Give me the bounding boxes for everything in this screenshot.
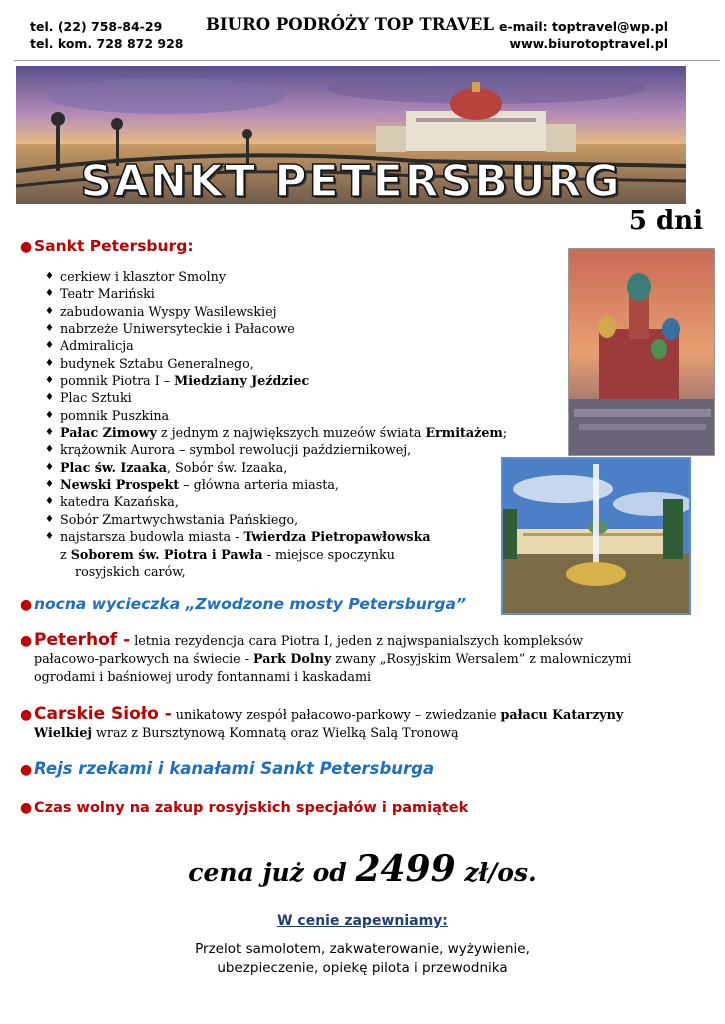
church-photo xyxy=(568,248,715,456)
diamond-icon: ♦ xyxy=(45,461,54,473)
diamond-icon: ♦ xyxy=(45,392,54,404)
list-item: ♦ najstarsza budowla miasta - Twierdza Pietropawłowska xyxy=(45,529,431,545)
list-item: ♦ Plac św. Izaaka, Sobór św. Izaaka, xyxy=(45,459,288,475)
website[interactable]: www.biurotoptravel.pl xyxy=(509,36,668,51)
section-title: Czas wolny na zakup rosyjskich specjałów i pamiątek xyxy=(34,800,469,816)
header-divider xyxy=(14,60,720,61)
diamond-icon: ♦ xyxy=(45,496,54,508)
agency-name: BIURO PODRÓŻY TOP TRAVEL xyxy=(205,15,494,34)
list-item: ♦ katedra Kazańska, xyxy=(45,494,179,510)
bullet-icon: ● xyxy=(20,239,33,255)
list-item-continued: rosyjskich carów, xyxy=(75,563,186,579)
diamond-icon: ♦ xyxy=(45,427,54,439)
list-item-continued: z Soborem św. Piotra i Pawła - miejsce spoczynku xyxy=(60,546,395,562)
diamond-icon: ♦ xyxy=(45,357,54,369)
includes-text: Przelot samolotem, zakwaterowanie, wyżywienie, ubezpieczenie, opiekę pilota i przewodnika xyxy=(195,941,530,976)
diamond-icon: ♦ xyxy=(45,409,54,421)
mobile-phone: tel. kom. 728 872 928 xyxy=(30,36,184,51)
section-lead: Peterhof - xyxy=(34,630,131,650)
list-item: ♦ krążownik Aurora – symbol rewolucji październikowej, xyxy=(45,442,412,458)
list-item: ♦ zabudowania Wyspy Wasilewskiej xyxy=(45,303,277,319)
diamond-icon: ♦ xyxy=(45,531,54,543)
list-item: ♦ pomnik Piotra I – Miedziany Jeździec xyxy=(45,373,310,389)
bullet-icon: ● xyxy=(20,707,33,723)
section-free-time xyxy=(20,797,468,816)
list-item: ♦ cerkiew i klasztor Smolny xyxy=(45,269,227,284)
list-item: ♦ pomnik Puszkina xyxy=(45,407,170,423)
bullet-icon: ● xyxy=(20,597,33,613)
diamond-icon: ♦ xyxy=(45,323,54,335)
bullet-icon: ● xyxy=(20,762,33,778)
diamond-icon: ♦ xyxy=(45,340,54,352)
list-item: ♦ Plac Sztuki xyxy=(45,390,132,406)
section-title-colon: : xyxy=(187,237,194,255)
section-lead: Carskie Sioło - xyxy=(34,704,172,724)
price-amount: 2499 xyxy=(355,848,456,890)
diamond-icon: ♦ xyxy=(45,375,54,387)
section-night-tour xyxy=(20,594,466,613)
list-item: ♦ Newski Prospekt – główna arteria miasta, xyxy=(45,477,339,493)
section-carskie-siolo: ● Carskie Sioło - unikatowy zespół pałacowo-parkowy – zwiedzanie pałacu Katarzyny Wielkiej wraz z Bursztynową Komnatą oraz Wielką Salą Tronową xyxy=(20,704,624,740)
sightseeing-list xyxy=(45,268,507,580)
contact-web xyxy=(499,18,668,52)
list-item: ♦ Admiralicja xyxy=(45,338,134,354)
trip-duration: 5 dni xyxy=(628,206,703,236)
bullet-icon: ● xyxy=(20,800,33,816)
list-item: ♦ Pałac Zimowy z jednym z największych muzeów świata Ermitażem; xyxy=(45,425,508,441)
price: cena już od 2499 zł/os. xyxy=(188,848,537,890)
phone: tel. (22) 758-84-29 xyxy=(30,19,163,34)
fountain-photo xyxy=(501,457,691,615)
diamond-icon: ♦ xyxy=(45,444,54,456)
diamond-icon: ♦ xyxy=(45,288,54,300)
list-item: ♦ Teatr Mariński xyxy=(45,286,155,302)
diamond-icon: ♦ xyxy=(45,513,54,525)
diamond-icon: ♦ xyxy=(45,479,54,491)
banner-image xyxy=(16,66,686,204)
section-river-cruise xyxy=(20,759,434,778)
banner-title: SANKT PETERSBURG xyxy=(80,156,622,204)
section-title: Rejs rzekami i kanałami Sankt Petersburga xyxy=(34,759,435,778)
list-item: ♦ budynek Sztabu Generalnego, xyxy=(45,355,254,371)
email[interactable]: e-mail: toptravel@wp.pl xyxy=(498,19,668,34)
list-item: ♦ nabrzeże Uniwersyteckie i Pałacowe xyxy=(45,321,295,337)
diamond-icon: ♦ xyxy=(45,305,54,317)
section-peterhof: ● Peterhof - letnia rezydencja cara Piotra I, jeden z najwspanialszych kompleksów pałacowo-parkowych na świecie - Park Dolny zwany „Rosyjskim Wersalem” z malowniczymi ogrodami i baśniowej urody fontannami i kaskadami xyxy=(20,630,632,684)
includes-title: W cenie zapewniamy: xyxy=(277,913,448,929)
bullet-icon: ● xyxy=(20,633,33,649)
diamond-icon: ♦ xyxy=(45,271,54,282)
section-title: nocna wycieczka „Zwodzone mosty Petersburga” xyxy=(34,595,466,613)
section-sankt-petersburg xyxy=(20,236,194,255)
list-item: ♦ Sobór Zmartwychwstania Pańskiego, xyxy=(45,511,299,527)
section-title: Sankt Petersburg xyxy=(34,237,188,255)
